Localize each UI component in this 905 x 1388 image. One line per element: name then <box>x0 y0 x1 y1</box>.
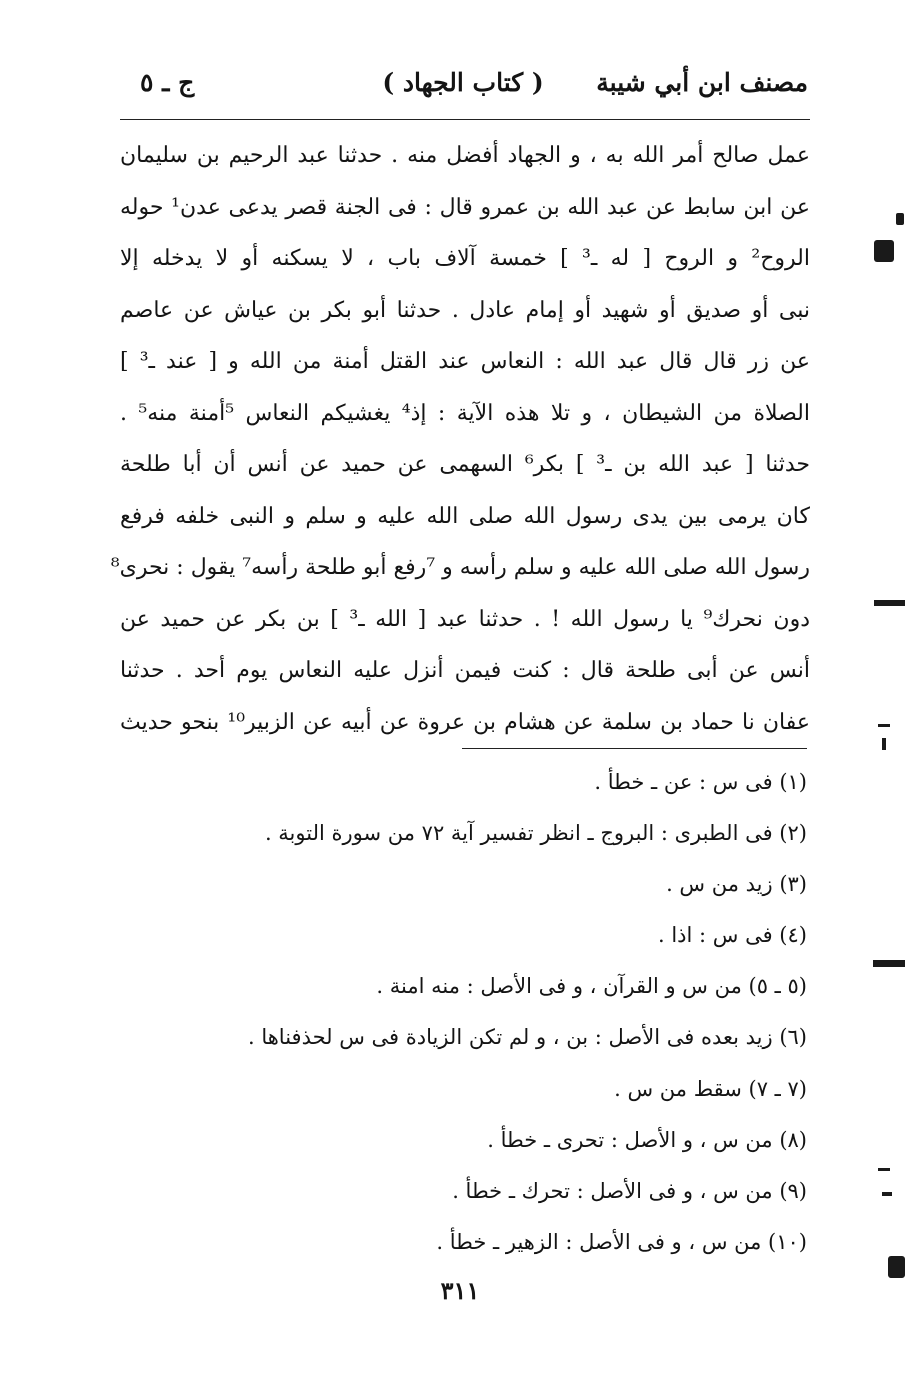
text-line: عن زر قال قال عبد الله : النعاس عند القتل أمنة من الله و [ عند ـ³ ] <box>120 349 811 374</box>
footnote: (١٠) من س ، و فى الأصل : الزهير ـ خطأ . <box>436 1229 807 1254</box>
text-line: أنس عن أبى طلحة قال : كنت فيمن أنزل عليه النعاس يوم أحد . حدثنا <box>120 658 810 683</box>
footnote: (١) فى س : عن ـ خطأ . <box>594 770 807 794</box>
text-line: الصلاة من الشيطان ، و تلا هذه الآية : إذ⁴ يغشيكم النعاس ⁵أمنة منه⁵ . <box>120 400 810 426</box>
footnote: (٤) فى س : اذا . <box>657 923 807 948</box>
text-line: رسول الله صلى الله عليه و سلم رأسه و ⁷رفع أبو طلحة رأسه⁷ يقول : نحرى⁸ <box>110 555 810 580</box>
scan-mark <box>896 213 904 225</box>
chapter-title: ( كتاب الجهاد ) <box>382 68 544 97</box>
text-line: عفان نا حماد بن سلمة عن هشام بن عروة عن أبيه عن الزبير¹⁰ بنحو حديث <box>120 709 810 735</box>
running-header <box>118 62 808 110</box>
scan-mark <box>882 738 886 750</box>
footnote: (٥ ـ ٥) من س و القرآن ، و فى الأصل : منه امنة . <box>376 974 807 999</box>
footnote: (٨) من س ، و الأصل : تحرى ـ خطأ . <box>487 1127 807 1152</box>
footnotes <box>247 757 807 1268</box>
scan-mark <box>878 724 890 727</box>
footnote: (٣) زيد من س . <box>666 872 807 897</box>
volume-label: ج ـ ٥ <box>140 68 195 97</box>
main-text <box>110 130 811 748</box>
text-line: عمل صالح أمر الله به ، و الجهاد أفضل منه . حدثنا عبد الرحيم بن سليمان <box>120 143 810 168</box>
footnote: (٧ ـ ٧) سقط من س . <box>614 1076 807 1101</box>
page-number: ٣١١ <box>440 1276 480 1305</box>
text-line: دون نحرك⁹ يا رسول الله ! . حدثنا عبد [ الله ـ³ ] بن بكر عن حميد عن <box>120 606 810 632</box>
text-line: حدثنا [ عبد الله بن ـ³ ] بكر⁶ السهمى عن حميد عن أنس أن أبا طلحة <box>120 452 810 477</box>
scan-mark <box>873 960 905 967</box>
footnote: (٩) من س ، و فى الأصل : تحرك ـ خطأ . <box>452 1178 807 1203</box>
text-line: الروح² و الروح [ له ـ³ ] خمسة آلاف باب ، لا يسكنه أو لا يدخله إلا <box>120 246 810 271</box>
header-rule <box>120 119 810 120</box>
book-title: مصنف ابن أبي شيبة <box>596 68 808 97</box>
footnote: (٢) فى الطبرى : البروج ـ انظر تفسير آية ٧٢ من سورة التوبة . <box>264 821 807 846</box>
text-line: كان يرمى بين يدى رسول الله صلى الله عليه و سلم و النبى خلفه فرفع <box>120 503 810 529</box>
footnote-rule <box>462 748 807 749</box>
scan-mark <box>878 1168 890 1171</box>
scan-mark <box>888 1256 905 1278</box>
scan-mark <box>882 1192 892 1196</box>
footnote: (٦) زيد بعده فى الأصل : بن ، و لم تكن الزيادة فى س لحذفناها . <box>247 1025 807 1050</box>
text-line: نبى أو صديق أو شهيد أو إمام عادل . حدثنا أبو بكر بن عياش عن عاصم <box>120 297 810 323</box>
text-line: عن ابن سابط عن عبد الله بن عمرو قال : فى الجنة قصر يدعى عدن¹ حوله <box>120 194 810 220</box>
scan-mark <box>874 240 894 262</box>
scan-mark <box>874 600 905 606</box>
